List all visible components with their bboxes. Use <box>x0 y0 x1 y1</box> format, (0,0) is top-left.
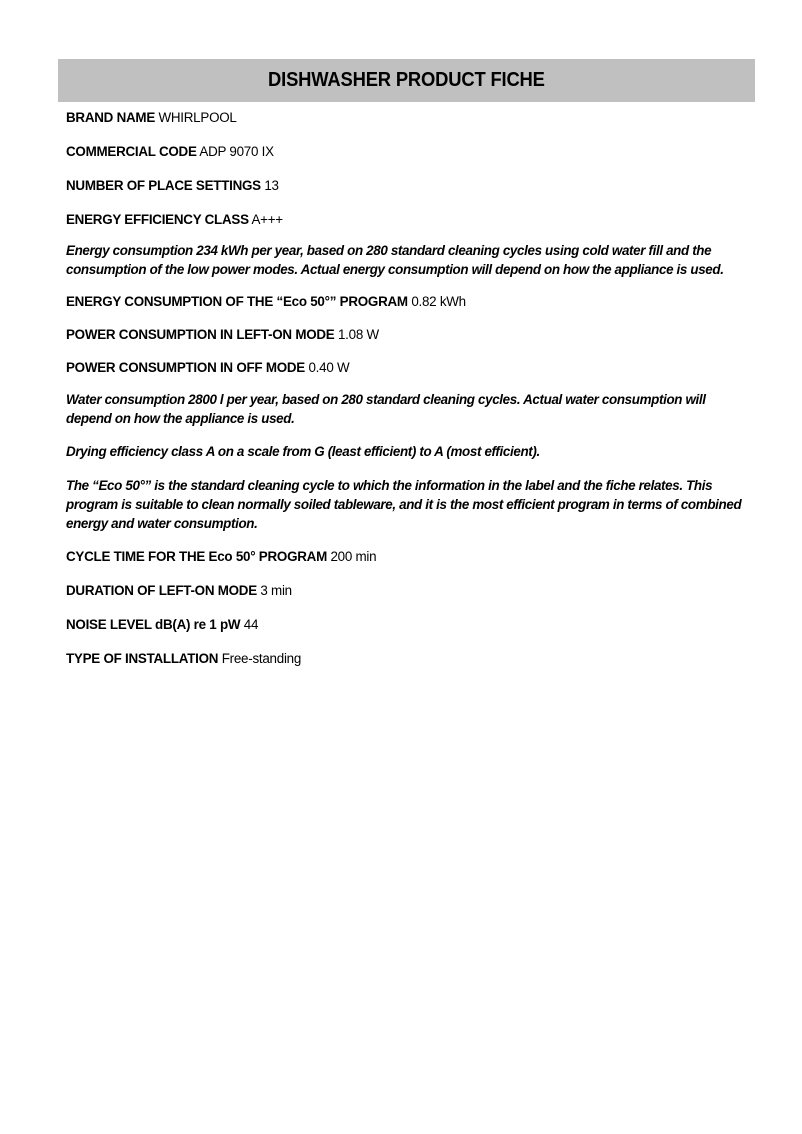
cycle-time-label: CYCLE TIME FOR THE Eco 50° PROGRAM <box>66 549 327 564</box>
eco-program-energy-label: ENERGY CONSUMPTION OF THE “Eco 50°” PROGRAM <box>66 294 408 309</box>
installation-row <box>66 650 751 668</box>
brand-name-label: BRAND NAME <box>66 110 155 125</box>
commercial-code-value: ADP 9070 IX <box>199 144 274 159</box>
brand-name-row <box>66 109 751 127</box>
noise-level-row <box>66 616 751 634</box>
left-on-duration-row <box>66 582 751 600</box>
installation-value: Free-standing <box>221 651 302 666</box>
installation-label: TYPE OF INSTALLATION <box>66 651 219 666</box>
energy-consumption-note: Energy consumption 234 kWh per year, based on 280 standard cleaning cycles using cold water fill and the consumption of the low power modes. Actual energy consumption will depend on how the appliance is used. <box>66 243 724 277</box>
eco-program-note: The “Eco 50°” is the standard cleaning cycle to which the information in the label and the fiche relates. This program is suitable to clean normally soiled tableware, and it is the most efficient program in terms of combined energy and water consumption. <box>66 478 742 531</box>
fiche-content <box>58 109 755 668</box>
brand-name-value: WHIRLPOOL <box>158 110 237 125</box>
energy-class-row <box>66 211 751 229</box>
product-fiche-page <box>58 59 755 668</box>
place-settings-row <box>66 177 751 195</box>
title-bar <box>58 59 755 102</box>
energy-class-value: A+++ <box>251 212 283 227</box>
commercial-code-row <box>66 143 751 161</box>
off-power-value: 0.40 W <box>308 360 350 375</box>
noise-level-value: 44 <box>243 617 259 632</box>
off-power-row <box>66 359 751 377</box>
left-on-duration-value: 3 min <box>260 583 292 598</box>
cycle-time-row <box>66 548 751 566</box>
place-settings-label: NUMBER OF PLACE SETTINGS <box>66 178 261 193</box>
eco-program-energy-value: 0.82 kWh <box>411 294 466 309</box>
noise-level-label: NOISE LEVEL dB(A) re 1 pW <box>66 617 241 632</box>
drying-efficiency-note: Drying efficiency class A on a scale from G (least efficient) to A (most efficient). <box>66 444 540 459</box>
cycle-time-value: 200 min <box>330 549 377 564</box>
commercial-code-label: COMMERCIAL CODE <box>66 144 197 159</box>
energy-class-label: ENERGY EFFICIENCY CLASS <box>66 212 249 227</box>
page-title: DISHWASHER PRODUCT FICHE <box>268 69 545 91</box>
left-on-power-label: POWER CONSUMPTION IN LEFT-ON MODE <box>66 327 335 342</box>
place-settings-value: 13 <box>264 178 279 193</box>
left-on-power-row <box>66 326 751 344</box>
off-power-label: POWER CONSUMPTION IN OFF MODE <box>66 360 305 375</box>
left-on-power-value: 1.08 W <box>337 327 379 342</box>
left-on-duration-label: DURATION OF LEFT-ON MODE <box>66 583 257 598</box>
water-consumption-note: Water consumption 2800 l per year, based on 280 standard cleaning cycles. Actual water consumption will depend on how the appliance is used. <box>66 392 706 426</box>
eco-program-energy-row <box>66 293 751 311</box>
